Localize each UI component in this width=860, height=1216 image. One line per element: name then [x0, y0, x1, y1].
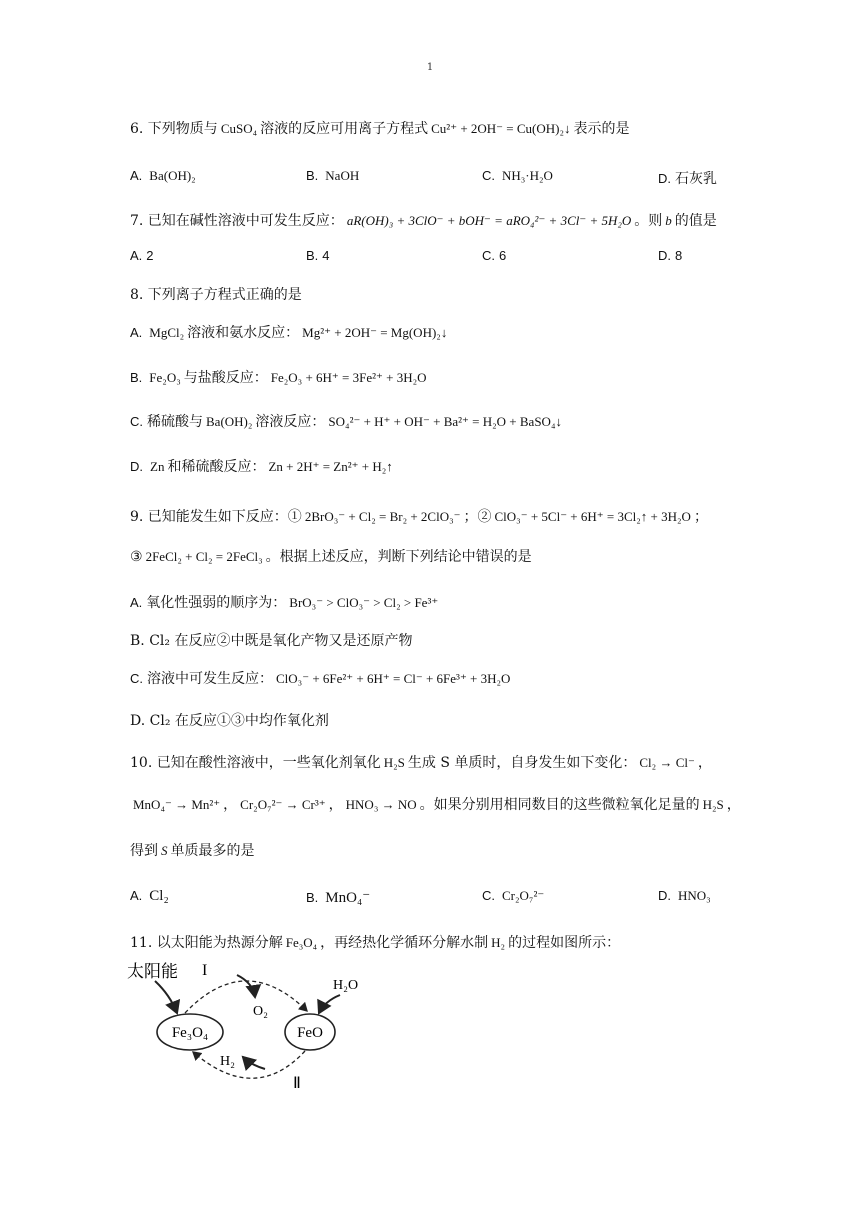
step2-label: Ⅱ [293, 1075, 301, 1092]
h2-release-arrow [243, 1057, 265, 1069]
q7-option-b[interactable]: B. 4 [306, 248, 330, 263]
solar-input-arrow [155, 981, 177, 1013]
q7-option-a[interactable]: A. 2 [130, 248, 154, 263]
q8-option-c[interactable]: C. 稀硫酸与 Ba(OH)₂ 溶液反应： SO₄²⁻ + H⁺ + OH⁻ + Ba²⁺ = H₂O + BaSO₄↓ [130, 414, 562, 430]
o2-release-arrow [237, 975, 255, 997]
q8-option-a[interactable]: A. MgCl₂ 溶液和氨水反应： Mg²⁺ + 2OH⁻ = Mg(OH)₂↓ [130, 325, 448, 341]
h2o-label: H₂O [333, 978, 359, 993]
h2o-input-arrow [319, 995, 340, 1013]
question-11-stem: 11. 以太阳能为热源分解 Fe₃O₄ ，再经热化学循环分解水制 H₂ 的过程如图所示： [130, 935, 621, 951]
o2-label: O₂ [253, 1004, 268, 1019]
q9-option-b[interactable]: B. Cl₂ 在反应②中既是氧化产物又是还原产物 [130, 633, 413, 649]
feo-label: FeO [297, 1025, 323, 1041]
q10-option-d[interactable]: D. HNO₃ [658, 888, 711, 903]
q7-option-c[interactable]: C. 6 [482, 248, 507, 263]
formula: CuSO₄ [220, 121, 258, 136]
q7-option-d[interactable]: D. 8 [658, 248, 683, 263]
q6-option-c[interactable]: C. NH₃·H₂O [482, 168, 553, 183]
page-number: 1 [426, 62, 434, 73]
q8-option-b[interactable]: B. Fe₂O₃ 与盐酸反应： Fe₂O₃ + 6H⁺ = 3Fe²⁺ + 3H₂O [130, 370, 427, 386]
q6-option-d[interactable]: D. 石灰乳 [658, 171, 717, 187]
question-9-stem-line2: ③ 2FeCl₂ + Cl₂ = 2FeCl₃ 。根据上述反应，判断下列结论中错误的是 [130, 549, 532, 565]
step1-label: I [202, 962, 208, 979]
q10-option-c[interactable]: C. Cr₂O₇²⁻ [482, 888, 545, 903]
thermochemical-cycle-diagram [125, 955, 385, 1095]
question-8-stem: 8. 下列离子方程式正确的是 [130, 287, 302, 303]
question-6-stem: 6. 下列物质与 CuSO₄ 溶液的反应可用离子方程式 Cu²⁺ + 2OH⁻ = Cu(OH)₂↓ 表示的是 [130, 121, 630, 137]
question-10-stem-line3: 得到 S 单质最多的是 [130, 843, 255, 859]
formula: Cu²⁺ + 2OH⁻ = Cu(OH)₂↓ [431, 121, 571, 136]
question-7-stem: 7. 已知在碱性溶液中可发生反应： aR(OH)₃ + 3ClO⁻ + bOH⁻ = aRO₄²⁻ + 3Cl⁻ + 5H₂O 。则 b 的值是 [130, 213, 717, 229]
q6-option-a[interactable]: A. Ba(OH)₂ [130, 168, 196, 183]
q9-option-a[interactable]: A. 氧化性强弱的顺序为： BrO₃⁻ > ClO₃⁻ > Cl₂ > Fe³⁺ [130, 595, 439, 611]
h2-label: H₂ [220, 1054, 235, 1069]
variable-b: b [665, 213, 672, 228]
fe3o4-label: Fe₃O₄ [171, 1025, 209, 1041]
solar-energy-label: 太阳能 [127, 962, 178, 982]
q6-option-b[interactable]: B. NaOH [306, 168, 360, 183]
q9-option-c[interactable]: C. 溶液中可发生反应： ClO₃⁻ + 6Fe²⁺ + 6H⁺ = Cl⁻ + 6Fe³⁺ + 3H₂O [130, 671, 511, 687]
question-10-stem-line1: 10. 已知在酸性溶液中，一些氧化剂氧化 H₂S 生成 S 单质时，自身发生如下变化： Cl₂ → Cl⁻ ， [130, 755, 712, 771]
q8-option-d[interactable]: D. Zn 和稀硫酸反应： Zn + 2H⁺ = Zn²⁺ + H₂↑ [130, 459, 393, 475]
q9-option-d[interactable]: D. Cl₂ 在反应①③中均作氧化剂 [130, 713, 329, 729]
formula: aR(OH)₃ + 3ClO⁻ + bOH⁻ = aRO₄²⁻ + 3Cl⁻ + 5H₂O [346, 213, 632, 228]
question-10-stem-line2: MnO₄⁻ → Mn²⁺ ， Cr₂O₇²⁻ → Cr³⁺ ， HNO₃ → NO 。如果分别用相同数目的这些微粒氧化足量的 H₂S ， [133, 797, 741, 813]
step1-arrow [185, 981, 307, 1013]
q10-option-b[interactable]: B. MnO₄⁻ [306, 890, 371, 906]
step2-arrow [193, 1051, 305, 1078]
q10-option-a[interactable]: A. Cl₂ [130, 888, 169, 904]
question-9-stem-line1: 9. 已知能发生如下反应：① 2BrO₃⁻ + Cl₂ = Br₂ + 2ClO₃⁻ ；② ClO₃⁻ + 5Cl⁻ + 6H⁺ = 3Cl₂↑ + 3H₂O ； [130, 509, 708, 525]
